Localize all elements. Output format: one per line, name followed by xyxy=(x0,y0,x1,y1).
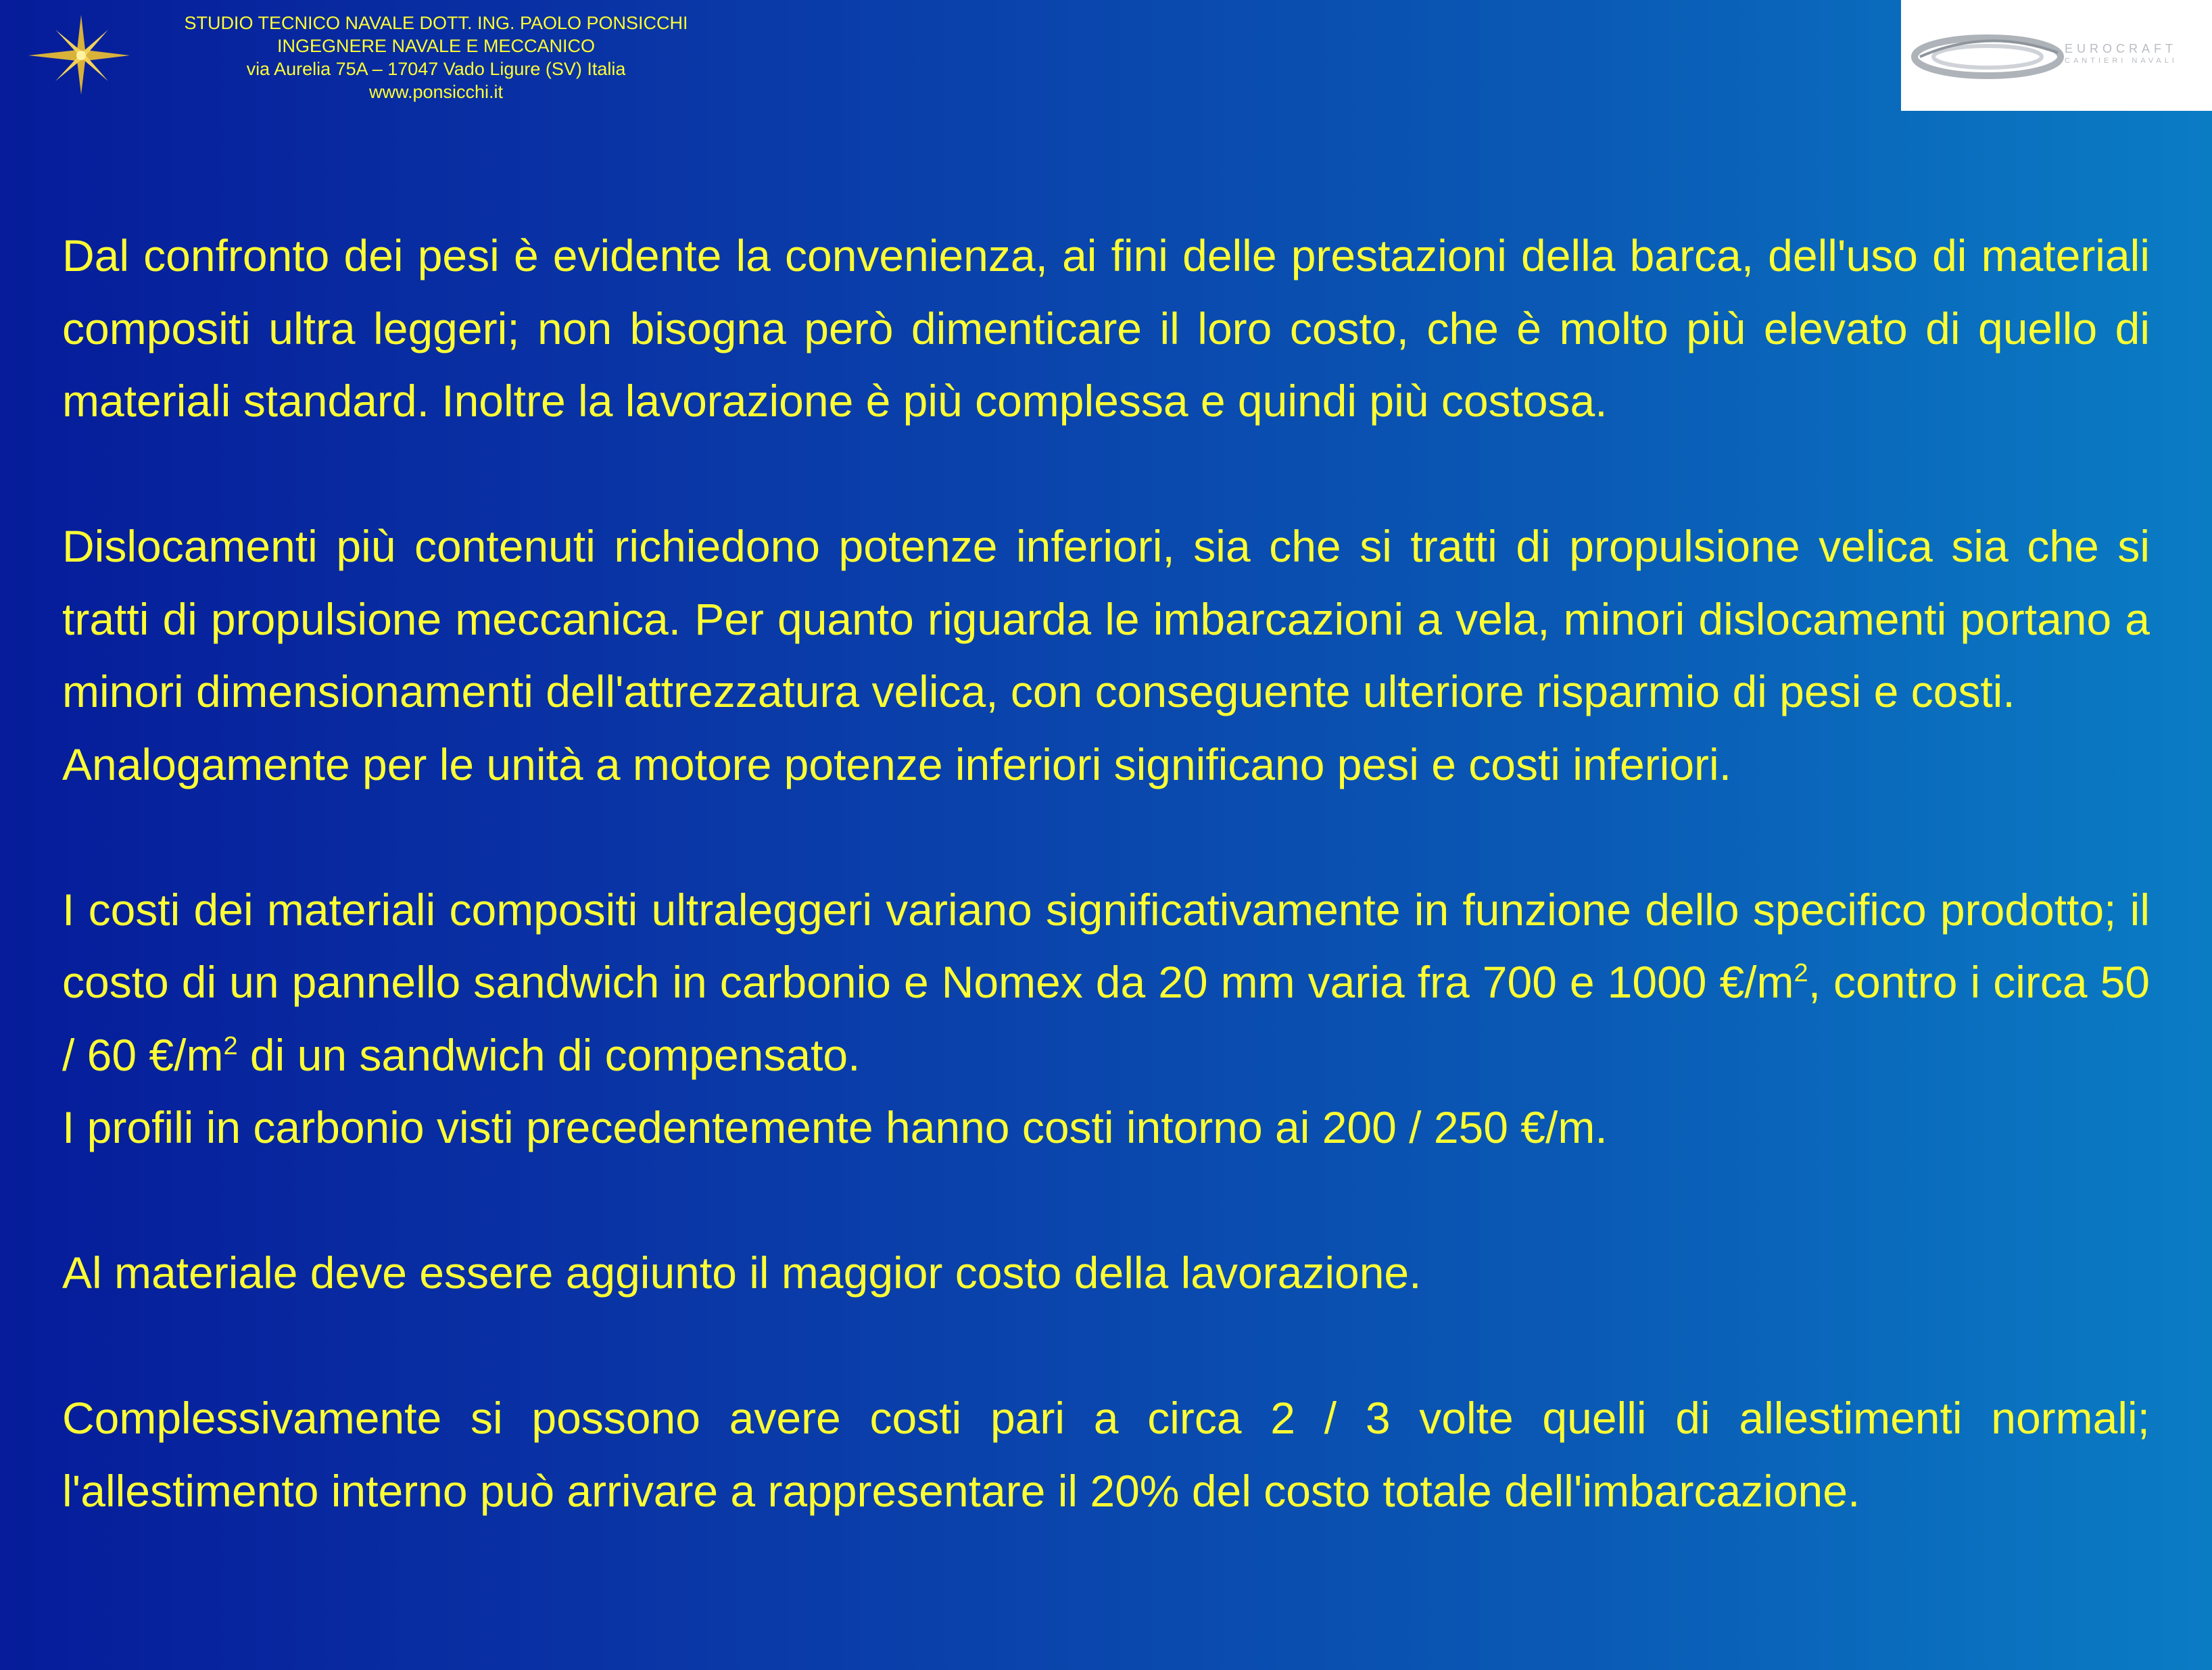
paragraph-motor-units: Analogamente per le unità a motore potenze inferiori significano pesi e costi inferiori. xyxy=(62,739,1732,789)
paragraph-weights: Dal confronto dei pesi è evidente la convenienza, ai fini delle prestazioni della barca, dell'uso di materiali compositi ultra leggeri; non bisogna però dimenticare il loro costo, che è molto più elevato di quello di materiali standard. Inoltre la lavorazione è più complessa e quindi più costosa. xyxy=(62,230,2150,426)
brand-subtitle: CANTIERI NAVALI xyxy=(2065,57,2178,65)
paragraph-material-costs: I costi dei materiali compositi ultraleggeri variano significativamente in funzione dello specifico prodotto; il costo di un pannello sandwich in carbonio e Nomex da 20 mm varia fra 700 e 1000 $€/m^2$, contro i circa 50 / 60 $€/m^2$ di un sandwich di compensato. xyxy=(62,884,2150,1080)
paragraph-displacement: Dislocamenti più contenuti richiedono potenze inferiori, sia che si tratti di propulsione velica sia che si tratti di propulsione meccanica. Per quanto riguarda le imbarcazioni a vela, minori dislocamenti portano a minori dimensionamenti dell'attrezzatura velica, con conseguente ulteriore risparmio di pesi e costi. xyxy=(62,521,2150,716)
paragraph-overall-cost: Complessivamente si possono avere costi pari a circa 2 / 3 volte quelli di allestimenti normali; l'allestimento interno può arrivare a rappresentare il 20% del costo totale dell'imbarcazione. xyxy=(62,1393,2150,1516)
studio-website: www.ponsicchi.it xyxy=(368,82,504,102)
paragraph-processing-cost: Al materiale deve essere aggiunto il maggior costo della lavorazione. xyxy=(62,1248,1422,1298)
studio-address: via Aurelia 75A – 17047 Vado Ligure (SV) Italia xyxy=(246,59,626,79)
studio-name: STUDIO TECNICO NAVALE DOTT. ING. PAOLO PONSICCHI xyxy=(184,13,688,33)
slide-body xyxy=(62,220,2150,1527)
brand-name: EUROCRAFT xyxy=(2065,42,2177,55)
paragraph-carbon-profiles: I profili in carbonio visti precedentemente hanno costi intorno ai 200 / 250 €/m. xyxy=(62,1102,1608,1152)
eurocraft-logo xyxy=(1901,0,2212,111)
studio-header xyxy=(108,11,764,103)
studio-profession: INGEGNERE NAVALE E MECCANICO xyxy=(276,36,596,56)
